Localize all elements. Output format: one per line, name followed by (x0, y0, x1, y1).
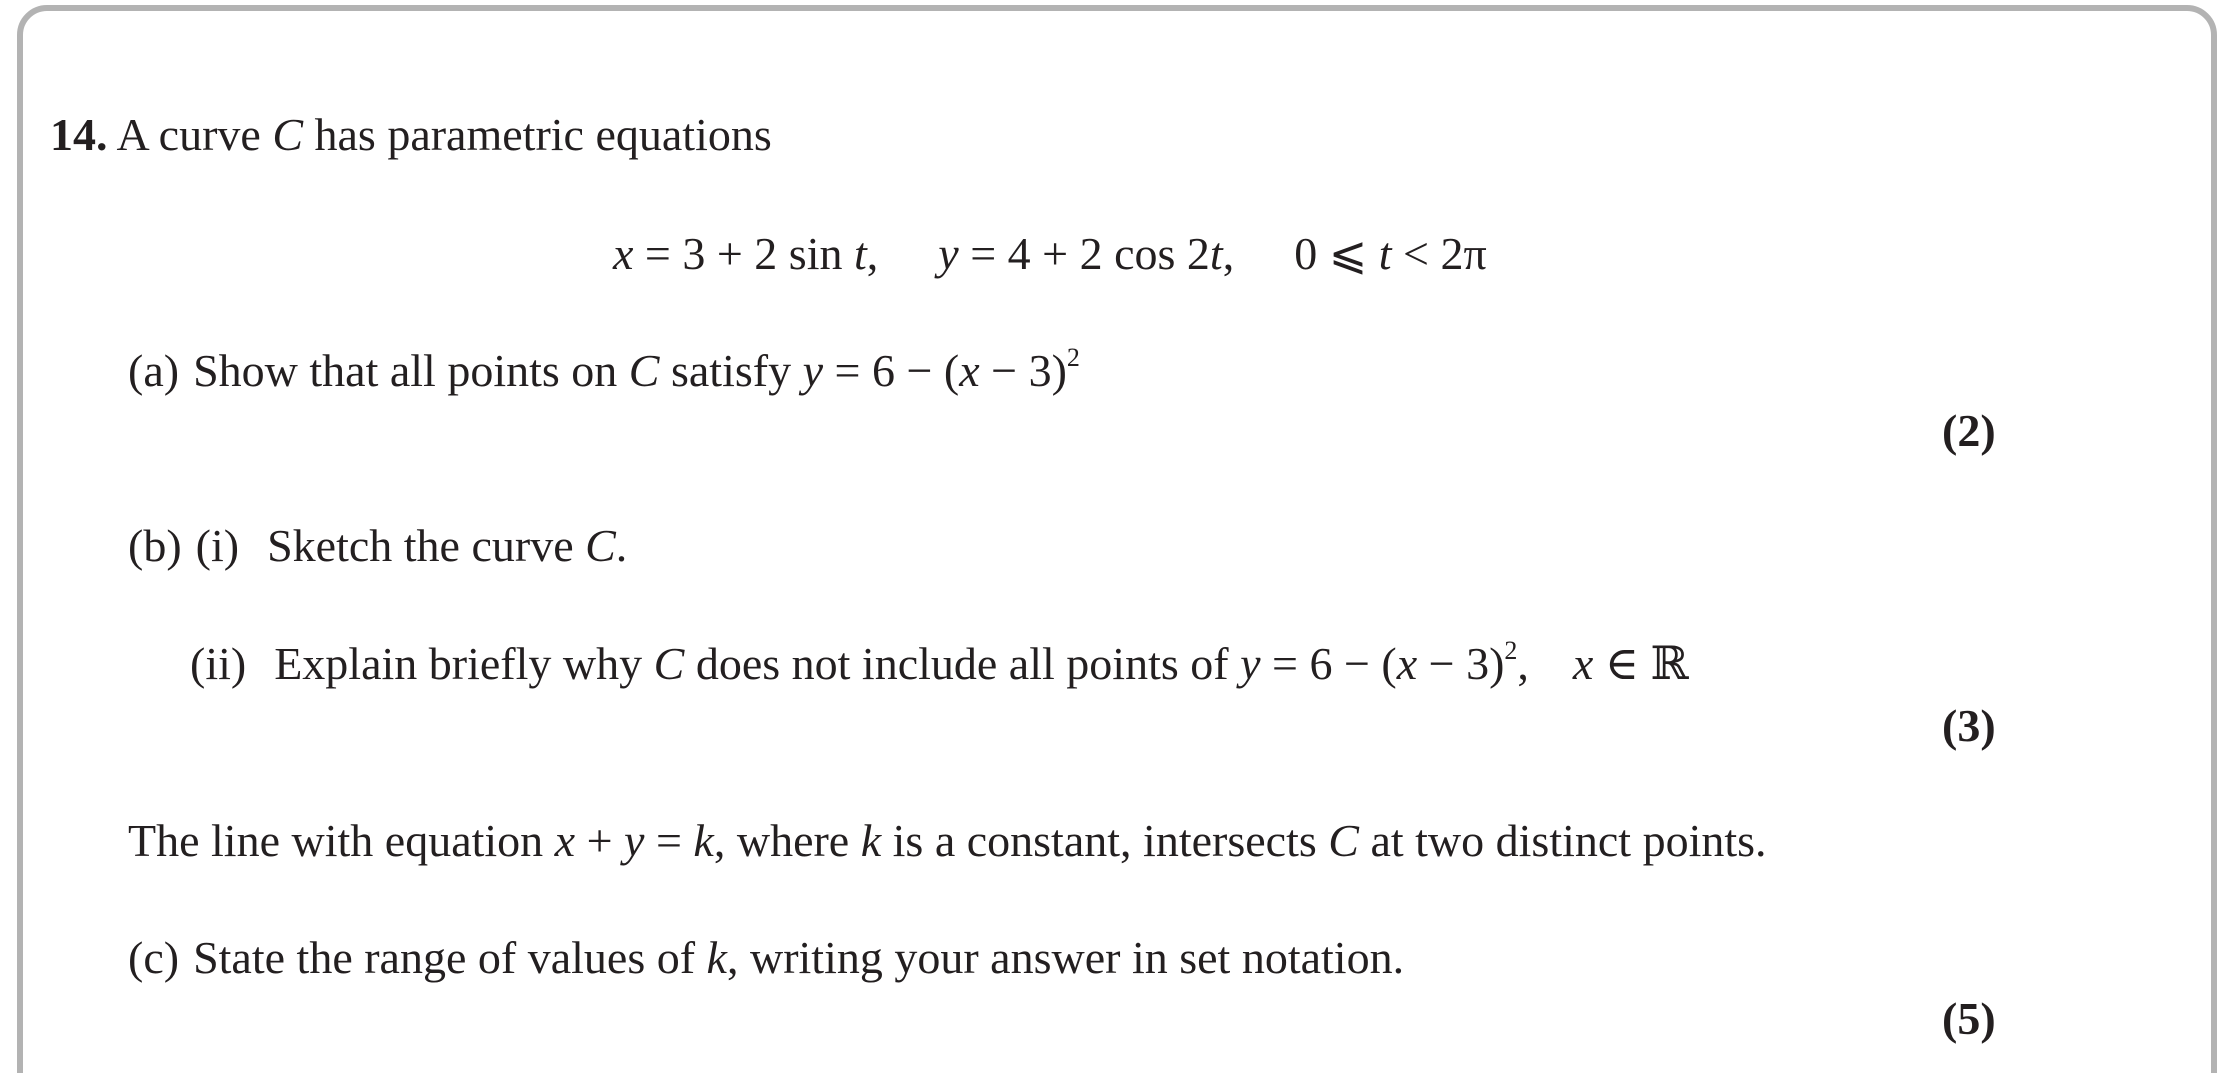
eq-domain-left: 0 ⩽ (1294, 228, 1379, 279)
line-statement (128, 813, 1767, 869)
part-b-ii-text-suffix: does not include all points of (684, 638, 1241, 689)
question-number: 14. (50, 109, 108, 160)
eq-domain-right: < 2π (1391, 228, 1487, 279)
part-b-ii-var: C (653, 638, 685, 689)
eq-x-t: t (854, 228, 867, 279)
part-b-ii-text-prefix: Explain briefly why (274, 638, 654, 689)
part-b-ii-label: (ii) (190, 638, 247, 689)
part-b-i-text-suffix: . (615, 520, 628, 571)
part-a-text-suffix: satisfy (659, 345, 803, 396)
part-b-i-text-prefix: Sketch the curve (267, 520, 586, 571)
line-eq: = (644, 815, 694, 866)
eq-y-t: t (1209, 228, 1223, 279)
eq-domain-t: t (1378, 228, 1392, 279)
intro-prefix: A curve (116, 109, 273, 160)
line-k: k (693, 815, 714, 866)
eq-x-body: = 3 + 2 sin (633, 228, 854, 279)
part-a-eq-y: y (802, 345, 824, 396)
part-b-ii-eq-comma: , (1517, 638, 1529, 689)
part-a-eq-exp: 2 (1066, 342, 1080, 372)
line-mid: , where (713, 815, 861, 866)
part-b-ii-eq-mid: = 6 − ( (1260, 638, 1397, 689)
line-k2: k (860, 815, 882, 866)
eq-y-var: y (938, 228, 959, 279)
part-b-ii-eq-end: − 3) (1417, 638, 1505, 689)
part-b-label: (b) (128, 520, 182, 571)
part-b-marks: (3) (1942, 700, 1996, 751)
part-b-ii-eq-x: x (1396, 638, 1418, 689)
line-prefix: The line with equation (128, 815, 555, 866)
part-a-eq-end: − 3) (979, 345, 1067, 396)
part-a (128, 343, 1080, 399)
part-b-ii-eq-exp: 2 (1504, 635, 1518, 665)
part-c-label: (c) (128, 932, 180, 983)
part-b-i (128, 518, 627, 574)
line-suffix-prefix: is a constant, intersects (881, 815, 1329, 866)
line-var: C (1328, 815, 1359, 866)
eq-x-var: x (613, 228, 634, 279)
part-a-eq-x: x (959, 345, 980, 396)
part-b-ii-domain-x: x (1572, 638, 1594, 689)
eq-y-body: = 4 + 2 cos 2 (958, 228, 1210, 279)
line-suffix: at two distinct points. (1358, 815, 1767, 866)
eq-x-end: , (866, 228, 879, 279)
part-b-i-label: (i) (195, 520, 240, 571)
part-b-ii (190, 636, 1689, 692)
part-a-eq-mid: = 6 − ( (823, 345, 960, 396)
intro-suffix: has parametric equations (303, 109, 772, 160)
line-x: x (554, 815, 576, 866)
part-c-k: k (706, 932, 727, 983)
part-c (128, 930, 1404, 986)
part-a-var: C (628, 345, 660, 396)
parametric-equations (613, 226, 1487, 282)
part-c-text-suffix: , writing your answer in set notation. (726, 932, 1405, 983)
eq-y-end: , (1222, 228, 1235, 279)
part-b-ii-domain-rest: ∈ ℝ (1593, 638, 1689, 689)
question-intro (50, 107, 772, 163)
part-b-ii-eq-y: y (1240, 638, 1261, 689)
part-b-i-var: C (585, 520, 616, 571)
part-a-marks: (2) (1942, 405, 1996, 456)
part-a-label: (a) (128, 345, 180, 396)
part-c-text-prefix: State the range of values of (193, 932, 707, 983)
line-plus: + (575, 815, 625, 866)
intro-var: C (272, 109, 303, 160)
part-c-marks: (5) (1942, 993, 1996, 1044)
part-a-text-prefix: Show that all points on (193, 345, 629, 396)
line-y: y (624, 815, 645, 866)
